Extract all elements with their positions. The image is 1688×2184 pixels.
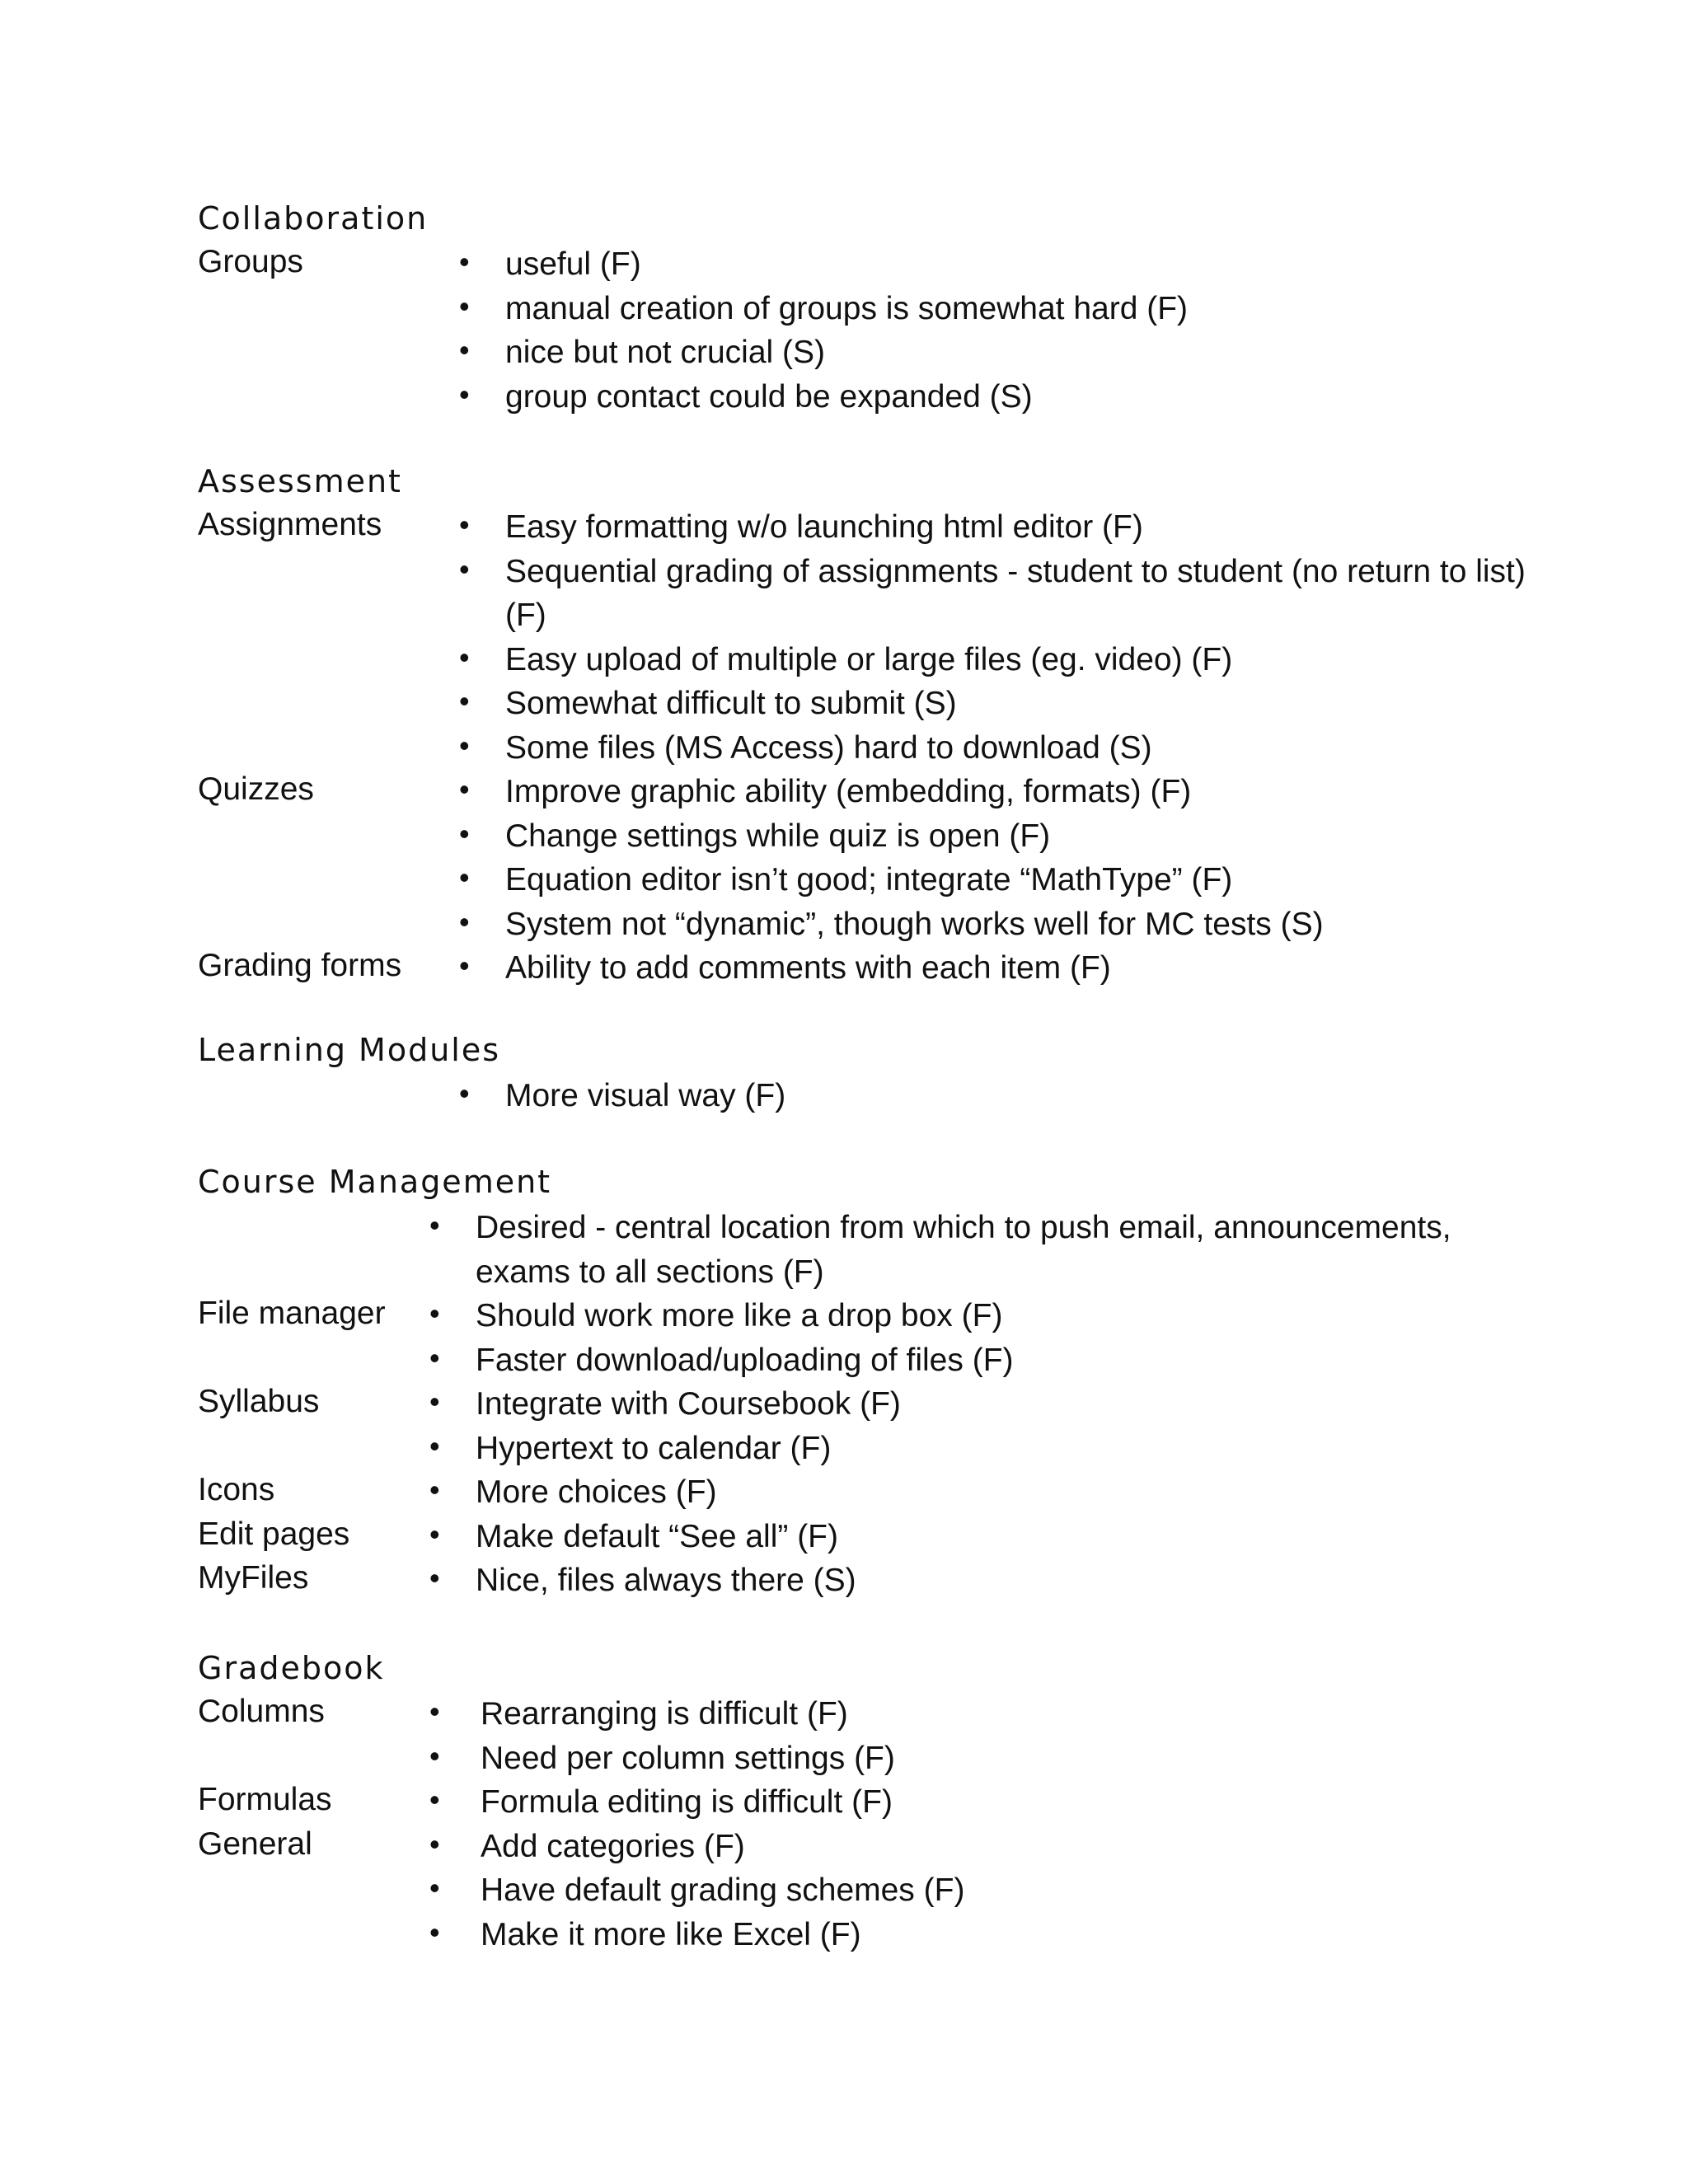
bullet-marker: • bbox=[429, 1340, 440, 1375]
row-label: Syllabus bbox=[198, 1384, 320, 1419]
bullet-marker: • bbox=[429, 1561, 440, 1595]
list-item: Rearranging is difficult (F) bbox=[481, 1696, 848, 1732]
row-label: Groups bbox=[198, 244, 303, 279]
bullet-marker: • bbox=[459, 860, 470, 894]
row-label: MyFiles bbox=[198, 1560, 309, 1596]
section-heading: Course Management bbox=[198, 1164, 552, 1200]
list-item: Sequential grading of assignments - student to student (no return to list) (F) bbox=[505, 553, 1526, 633]
list-item: More choices (F) bbox=[476, 1474, 717, 1510]
list-item: Hypertext to calendar (F) bbox=[476, 1430, 832, 1466]
list-item: Make default “See all” (F) bbox=[476, 1518, 838, 1554]
row-label: Grading forms bbox=[198, 948, 402, 983]
list-item: Improve graphic ability (embedding, formats) (F) bbox=[505, 774, 1192, 809]
list-item: Ability to add comments with each item (F) bbox=[505, 950, 1111, 986]
list-item: Have default grading schemes (F) bbox=[481, 1872, 965, 1908]
bullet-marker: • bbox=[429, 1208, 440, 1242]
row-label: Formulas bbox=[198, 1782, 332, 1817]
bullet-marker: • bbox=[429, 1296, 440, 1330]
section-heading: Collaboration bbox=[198, 200, 429, 237]
bullet-marker: • bbox=[459, 816, 470, 851]
section-heading: Gradebook bbox=[198, 1650, 385, 1686]
row-label: Columns bbox=[198, 1694, 325, 1729]
bullet-marker: • bbox=[459, 772, 470, 806]
row-label: Edit pages bbox=[198, 1516, 350, 1552]
list-item: Desired - central location from which to push email, announcements, exams to all sections (F) bbox=[476, 1210, 1451, 1290]
list-item: useful (F) bbox=[505, 246, 641, 282]
list-item: Add categories (F) bbox=[481, 1828, 745, 1864]
bullet-marker: • bbox=[459, 904, 470, 939]
section-heading: Learning Modules bbox=[198, 1032, 501, 1068]
list-item: More visual way (F) bbox=[505, 1078, 786, 1113]
row-label: Quizzes bbox=[198, 771, 314, 807]
bullet-marker: • bbox=[459, 551, 470, 586]
list-item: Somewhat difficult to submit (S) bbox=[505, 686, 957, 721]
list-item: Formula editing is difficult (F) bbox=[481, 1784, 893, 1820]
list-item: group contact could be expanded (S) bbox=[505, 378, 1033, 415]
list-item: Should work more like a drop box (F) bbox=[476, 1298, 1003, 1333]
bullet-marker: • bbox=[429, 1473, 440, 1507]
list-item: Easy formatting w/o launching html editor (F) bbox=[505, 509, 1143, 545]
row-label: Icons bbox=[198, 1472, 275, 1507]
list-item: System not “dynamic”, though works well for MC tests (S) bbox=[505, 906, 1324, 942]
bullet-marker: • bbox=[429, 1385, 440, 1418]
bullet-marker: • bbox=[459, 508, 470, 541]
list-item: Change settings while quiz is open (F) bbox=[505, 818, 1051, 854]
list-item: nice but not crucial (S) bbox=[505, 335, 826, 370]
list-item: Equation editor isn’t good; integrate “MathType” (F) bbox=[505, 862, 1233, 898]
row-label: Assignments bbox=[198, 507, 382, 542]
list-item: Nice, files always there (S) bbox=[476, 1563, 856, 1598]
bullet-marker: • bbox=[429, 1694, 440, 1728]
bullet-marker: • bbox=[429, 1915, 440, 1949]
bullet-marker: • bbox=[429, 1428, 440, 1463]
list-item: Need per column settings (F) bbox=[481, 1740, 895, 1776]
bullet-marker: • bbox=[429, 1516, 440, 1551]
bullet-marker: • bbox=[459, 728, 470, 762]
list-item: manual creation of groups is somewhat hard (F) bbox=[505, 290, 1189, 326]
bullet-marker: • bbox=[459, 949, 470, 982]
bullet-marker: • bbox=[429, 1783, 440, 1816]
section-heading: Assessment bbox=[198, 463, 402, 499]
bullet-marker: • bbox=[459, 377, 470, 411]
bullet-marker: • bbox=[459, 288, 470, 323]
bullet-marker: • bbox=[459, 640, 470, 674]
bullet-marker: • bbox=[429, 1738, 440, 1773]
bullet-marker: • bbox=[459, 684, 470, 718]
row-label: File manager bbox=[198, 1296, 386, 1331]
bullet-marker: • bbox=[459, 1076, 470, 1110]
bullet-marker: • bbox=[429, 1826, 440, 1861]
list-item: Faster download/uploading of files (F) bbox=[476, 1342, 1014, 1378]
bullet-marker: • bbox=[429, 1871, 440, 1905]
bullet-marker: • bbox=[459, 333, 470, 367]
list-item: Integrate with Coursebook (F) bbox=[476, 1386, 901, 1422]
row-label: General bbox=[198, 1825, 312, 1862]
list-item: Make it more like Excel (F) bbox=[481, 1916, 861, 1952]
bullet-marker: • bbox=[459, 245, 470, 279]
list-item: Some files (MS Access) hard to download (S) bbox=[505, 729, 1152, 766]
list-item: Easy upload of multiple or large files (eg. video) (F) bbox=[505, 641, 1233, 677]
